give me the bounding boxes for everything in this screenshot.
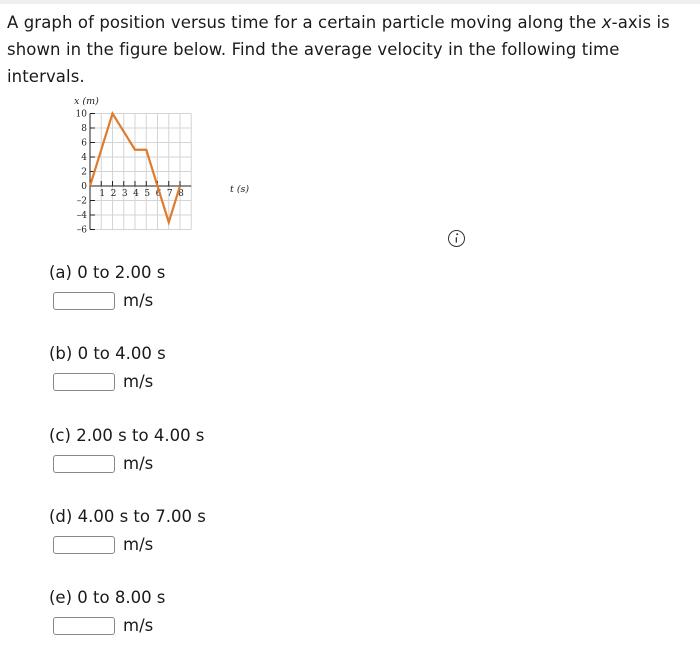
- part-e-unit: m/s: [123, 616, 154, 635]
- part-b: [49, 344, 166, 391]
- x-tick-label: 6: [155, 189, 162, 199]
- x-tick-label: 3: [121, 189, 128, 199]
- part-b-unit: m/s: [123, 372, 154, 391]
- y-axis-label: x (m): [74, 96, 99, 107]
- graph-svg: [60, 92, 260, 242]
- y-tick-label: 4: [81, 153, 87, 164]
- info-icon[interactable]: [447, 229, 466, 252]
- part-d-unit: m/s: [123, 535, 154, 554]
- y-tick-label: –6: [76, 225, 87, 236]
- part-e-answer-row: [49, 616, 165, 635]
- question-axis-variable: x: [601, 13, 612, 32]
- x-tick-label: 5: [144, 189, 151, 199]
- position-time-graph: [60, 92, 260, 246]
- part-d-answer-row: [49, 535, 206, 554]
- graph-grid: [90, 114, 191, 230]
- y-tick-label: –2: [76, 196, 87, 207]
- y-tick-label: 2: [81, 167, 87, 178]
- part-e-label: (e) 0 to 8.00 s: [49, 588, 166, 607]
- part-e-answer-input[interactable]: [53, 617, 115, 635]
- x-tick-label: 2: [110, 189, 117, 199]
- part-d-label: (d) 4.00 s to 7.00 s: [49, 507, 206, 526]
- part-c-unit: m/s: [123, 454, 154, 473]
- part-d: [49, 507, 206, 554]
- y-tick-label: 8: [81, 124, 87, 135]
- x-tick-label: 8: [178, 189, 184, 199]
- y-tick-label: 10: [75, 109, 87, 120]
- part-c-label: (c) 2.00 s to 4.00 s: [49, 426, 205, 445]
- part-c-answer-row: [49, 454, 204, 473]
- part-b-label: (b) 0 to 4.00 s: [49, 344, 166, 363]
- x-tick-label: 4: [133, 189, 139, 199]
- question-text-end: -axis is shown in the figure below. Find the average velocity in the following time intervals.: [7, 13, 670, 86]
- x-tick-label: 7: [166, 189, 173, 199]
- part-e: [49, 588, 165, 635]
- y-tick-label: 0: [81, 182, 87, 193]
- part-a-label: (a) 0 to 2.00 s: [49, 263, 166, 282]
- part-d-answer-input[interactable]: [53, 536, 115, 554]
- question-text: [7, 9, 697, 90]
- part-a-answer-row: [49, 291, 165, 310]
- part-b-answer-row: [49, 372, 166, 391]
- part-b-answer-input[interactable]: [53, 373, 115, 391]
- y-tick-label: –4: [76, 211, 87, 222]
- x-axis-label: t (s): [230, 184, 250, 195]
- x-tick-label: 1: [99, 189, 106, 199]
- part-c: [49, 426, 204, 473]
- part-a: [49, 263, 165, 310]
- part-a-answer-input[interactable]: [53, 292, 115, 310]
- y-tick-label: 6: [81, 138, 87, 149]
- part-c-answer-input[interactable]: [53, 455, 115, 473]
- question-text-start: A graph of position versus time for a certain particle moving along the: [7, 13, 602, 32]
- part-a-unit: m/s: [123, 291, 154, 310]
- top-divider: [0, 0, 700, 4]
